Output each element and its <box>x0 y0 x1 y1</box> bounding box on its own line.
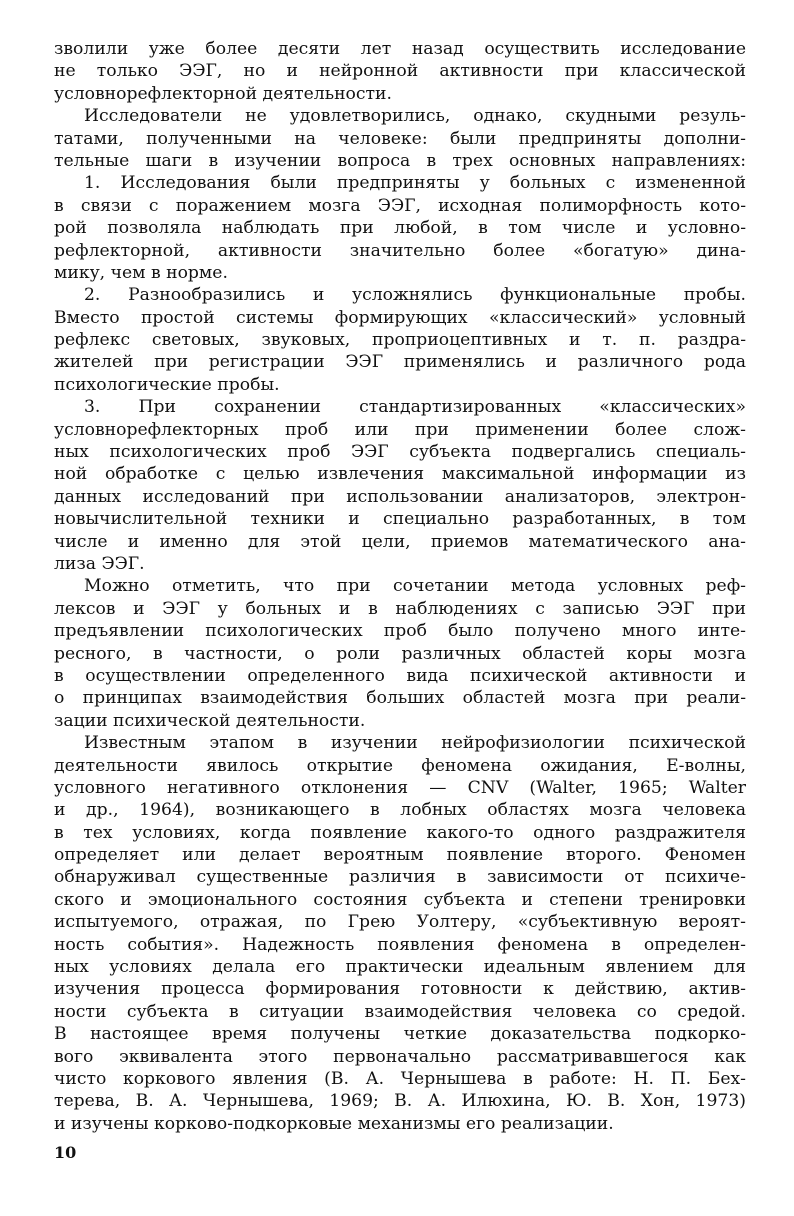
text-line: ных психологических проб ЭЭГ субъекта подвергались специаль- <box>54 442 746 463</box>
page-body <box>54 38 746 1135</box>
text-line: рой позволяла наблюдать при любой, в том числе и условно- <box>54 218 746 239</box>
text-line: условнорефлекторных проб или при применении более слож- <box>54 419 746 440</box>
text-line: ность события». Надежность появления феномена в определен- <box>54 934 746 955</box>
text-line: лиза ЭЭГ. <box>54 553 145 574</box>
text-line: 2. Разнообразились и усложнялись функциональные пробы. <box>84 285 746 306</box>
page-number: 10 <box>54 1143 77 1162</box>
text-line: зволили уже более десяти лет назад осуществить исследование <box>54 39 746 59</box>
text-line: чисто коркового явления (В. А. Чернышева в работе: Н. П. Бех- <box>54 1068 746 1089</box>
paragraph-continuation <box>54 38 746 105</box>
text-line: в связи с поражением мозга ЭЭГ, исходная полиморфность кото- <box>54 195 746 216</box>
text-line: о принципах взаимодействия больших областей мозга при реали- <box>54 688 746 709</box>
text-line: 1. Исследования были предприняты у больных с измененной <box>84 173 746 194</box>
paragraph-researchers <box>54 105 746 172</box>
text-line: ной обработке с целью извлечения максимальной информации из <box>54 464 746 485</box>
text-line: вого эквивалента этого первоначально рассматривавшегося как <box>54 1046 746 1067</box>
text-line: терева, В. А. Чернышева, 1969; В. А. Илюхина, Ю. В. Хон, 1973) <box>54 1091 746 1112</box>
paragraph-reflex-eeg <box>54 575 746 732</box>
text-line: деятельности явилось открытие феномена ожидания, Е-волны, <box>54 755 746 776</box>
text-line: 3. При сохранении стандартизированных «классических» <box>84 397 746 418</box>
text-line: условного негативного отклонения — CNV (Walter, 1965; Walter <box>54 777 746 798</box>
text-line: новычислительной техники и специально разработанных, в том <box>54 509 746 530</box>
text-line: тельные шаги в изучении вопроса в трех основных направлениях: <box>54 150 746 171</box>
text-line: определяет или делает вероятным появление второго. Феномен <box>54 845 746 866</box>
text-line: В настоящее время получены четкие доказательства подкорко- <box>54 1024 746 1045</box>
text-line: жителей при регистрации ЭЭГ применялись и различного рода <box>54 352 746 373</box>
text-line: Можно отметить, что при сочетании метода условных реф- <box>84 576 746 597</box>
text-line: мику, чем в норме. <box>54 262 228 283</box>
text-line: ности субъекта в ситуации взаимодействия человека со средой. <box>54 1001 746 1022</box>
list-item-3 <box>54 396 746 575</box>
text-line: числе и именно для этой цели, приемов математического ана- <box>54 531 746 552</box>
text-line: рефлекс световых, звуковых, проприоцептивных и т. п. раздра- <box>54 330 746 351</box>
list-item-1 <box>54 172 746 284</box>
text-line: не только ЭЭГ, но и нейронной активности при классической <box>54 61 746 82</box>
text-line: обнаруживал существенные различия в зависимости от психиче- <box>54 867 746 888</box>
text-line: рефлекторной, активности значительно более «богатую» дина- <box>54 240 746 261</box>
text-line: ресного, в частности, о роли различных областей коры мозга <box>54 643 746 664</box>
text-line: предъявлении психологических проб было получено много инте- <box>54 621 746 642</box>
text-line: в осуществлении определенного вида психической активности и <box>54 665 746 686</box>
text-line: ных условиях делала его практически идеальным явлением для <box>54 957 746 978</box>
text-line: татами, полученными на человеке: были предприняты дополни- <box>54 128 746 149</box>
text-line: данных исследований при использовании анализаторов, электрон- <box>54 486 746 507</box>
list-item-2 <box>54 284 746 396</box>
text-line: Вместо простой системы формирующих «классический» условный <box>54 307 746 328</box>
text-line: лексов и ЭЭГ у больных и в наблюдениях с записью ЭЭГ при <box>54 598 746 619</box>
text-line: и изучены корково-подкорковые механизмы его реализации. <box>54 1113 614 1134</box>
text-line: и др., 1964), возникающего в лобных областях мозга человека <box>54 800 746 821</box>
text-line: испытуемого, отражая, по Грею Уолтеру, «субъективную вероят- <box>54 912 746 933</box>
text-line: Известным этапом в изучении нейрофизиологии психической <box>84 733 746 754</box>
text-line: в тех условиях, когда появление какого-то одного раздражителя <box>54 822 746 843</box>
text-line: Исследователи не удовлетворились, однако, скудными резуль- <box>84 106 746 127</box>
text-line: зации психической деятельности. <box>54 710 366 731</box>
text-line: изучения процесса формирования готовности к действию, актив- <box>54 979 746 1000</box>
paragraph-cnv <box>54 732 746 1135</box>
text-line: условнорефлекторной деятельности. <box>54 83 392 104</box>
text-line: психологические пробы. <box>54 374 280 395</box>
text-line: ского и эмоционального состояния субъекта и степени тренировки <box>54 889 746 910</box>
